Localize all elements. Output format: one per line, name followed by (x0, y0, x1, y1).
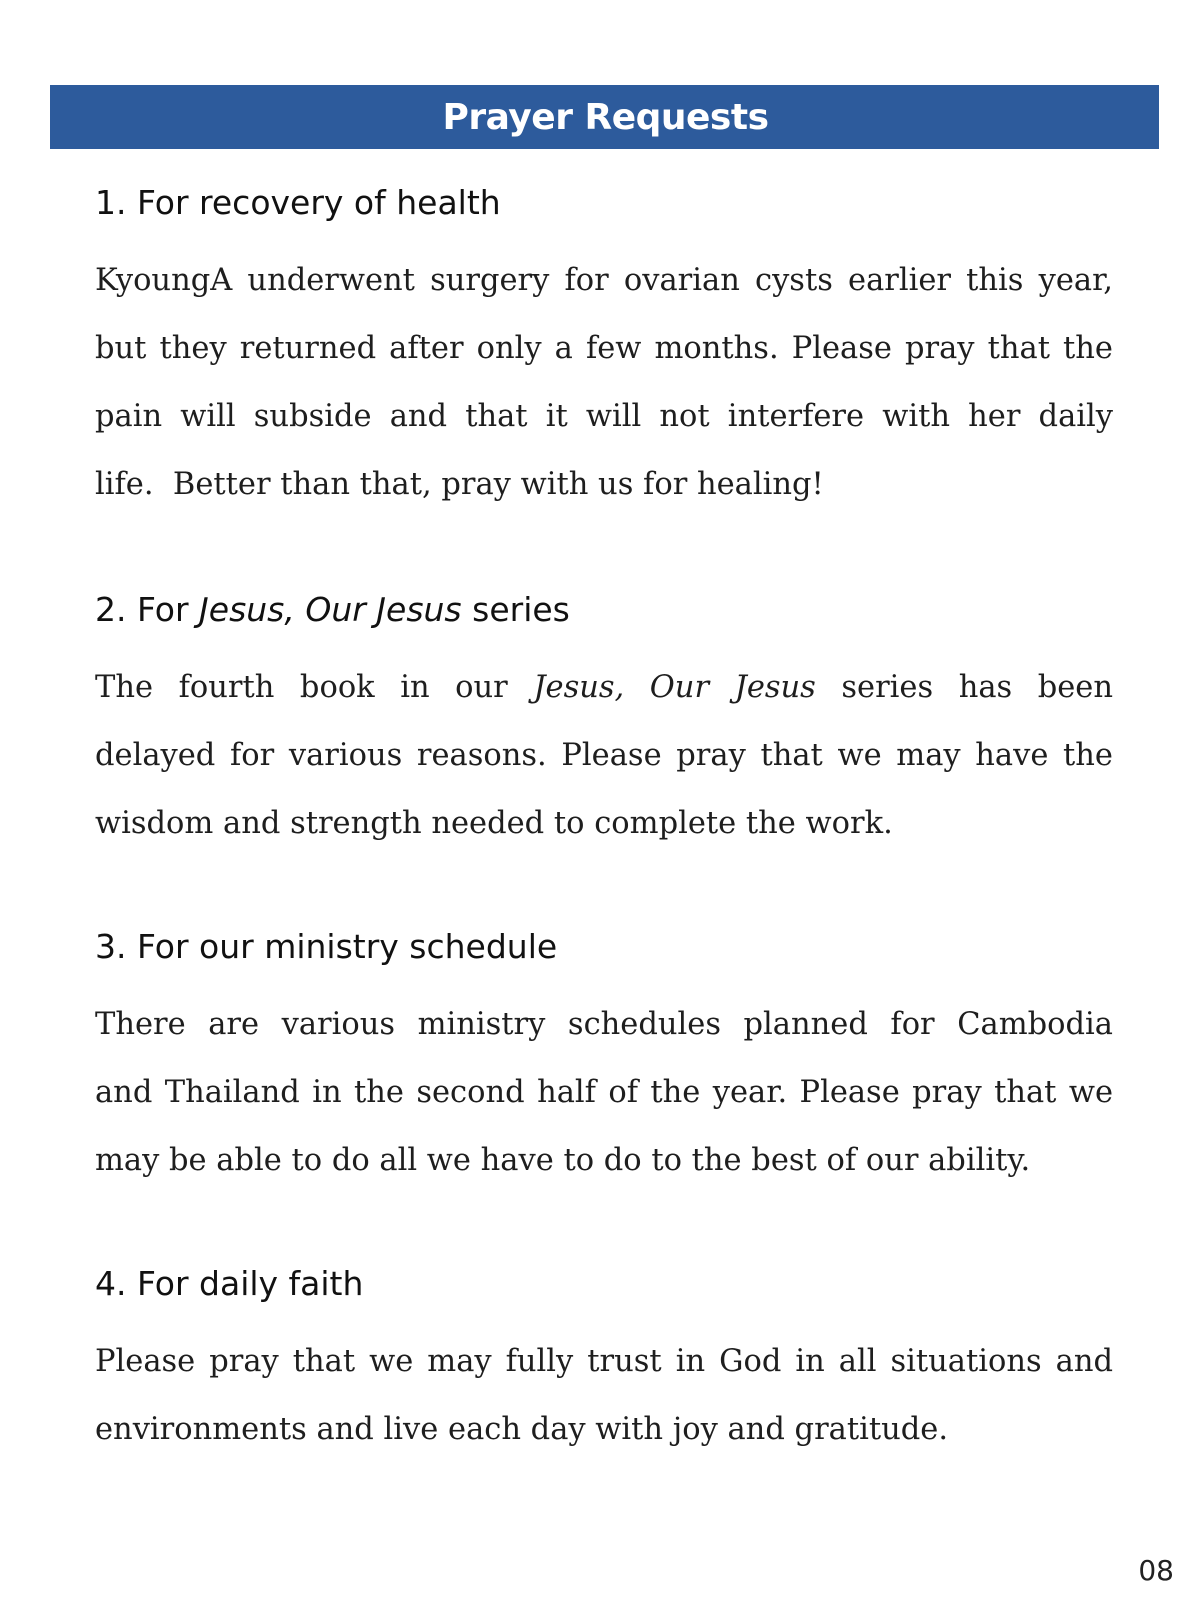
heading-series-title: Jesus, Our Jesus (199, 590, 462, 629)
prayer-request-4 (95, 1264, 1113, 1464)
body-line: pain will subside and that it will not interfere with her daily (95, 399, 1113, 434)
request-body (95, 247, 1113, 519)
body-line: environments and live each day with joy and gratitude. (95, 1412, 949, 1447)
heading-prefix: 2. For (95, 590, 200, 629)
page-title-banner (50, 85, 1159, 149)
line-prefix: The fourth book in our (95, 670, 534, 705)
prayer-request-3 (95, 927, 1113, 1195)
prayer-request-1 (95, 183, 1113, 519)
body-line: Please pray that we may fully trust in God in all situations and (95, 1344, 1113, 1379)
page-title: Prayer Requests (442, 96, 769, 138)
line-suffix: series has been (841, 670, 1113, 705)
body-line: delayed for various reasons. Please pray that we may have the (95, 738, 1113, 773)
request-heading: 3. For our ministry schedule (95, 927, 558, 966)
request-heading (95, 590, 1113, 630)
request-body (95, 654, 1113, 858)
heading-suffix: series (461, 590, 570, 629)
body-line: and Thailand in the second half of the year. Please pray that we (95, 1075, 1113, 1110)
page-number: 08 (1138, 1554, 1174, 1587)
body-line: KyoungA underwent surgery for ovarian cysts earlier this year, (95, 263, 1113, 298)
prayer-request-2 (95, 590, 1113, 858)
request-body (95, 991, 1113, 1195)
body-line (95, 654, 1113, 722)
request-heading: 4. For daily faith (95, 1264, 364, 1303)
series-title: Jesus, Our Jesus (533, 670, 816, 705)
body-line: life. Better than that, pray with us for healing! (95, 467, 824, 502)
body-line: but they returned after only a few months. Please pray that the (95, 331, 1113, 366)
body-line: wisdom and strength needed to complete the work. (95, 806, 893, 841)
request-heading: 1. For recovery of health (95, 183, 501, 222)
body-line: may be able to do all we have to do to the best of our ability. (95, 1143, 1031, 1178)
request-body (95, 1328, 1113, 1464)
body-line: There are various ministry schedules planned for Cambodia (95, 1007, 1113, 1042)
